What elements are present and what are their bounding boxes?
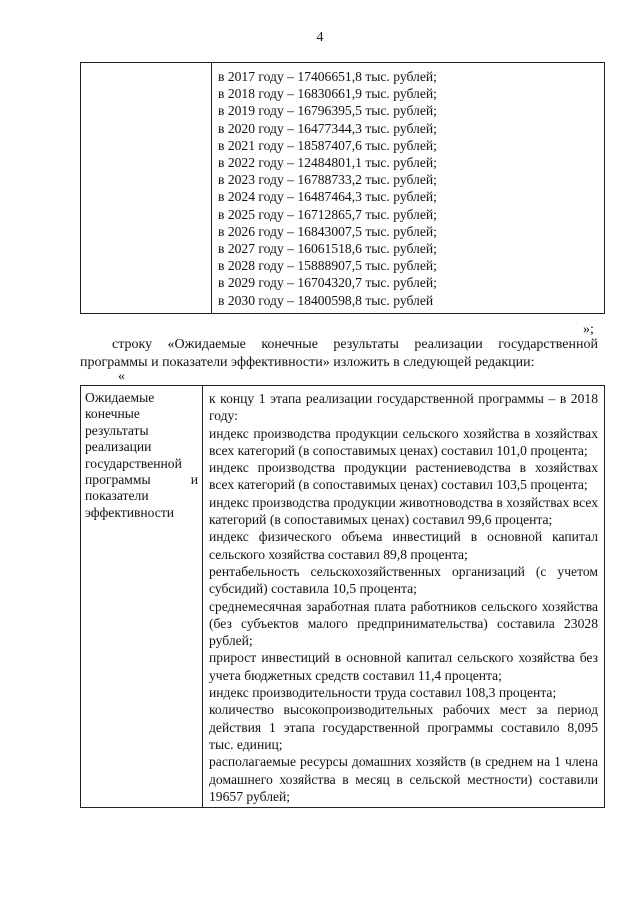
funding-year-line: в 2025 году – 16712865,7 тыс. рублей; (218, 206, 437, 222)
results-item: рентабельность сельскохозяйственных организаций (с учетом субсидий) составила 10,5 процента; (209, 563, 598, 597)
results-item: прирост инвестиций в основной капитал сельского хозяйства без учета бюджетных средств составил 11,4 процента; (209, 650, 598, 683)
funding-table (80, 62, 605, 314)
results-item: к концу 1 этапа реализации государственной программы – в 2018 году: (209, 391, 598, 424)
funding-label-cell (81, 63, 212, 314)
funding-year-line: в 2022 году – 12484801,1 тыс. рублей; (218, 155, 437, 171)
funding-table-row (81, 63, 605, 314)
funding-values-cell (212, 63, 605, 314)
results-item: среднемесячная заработная плата работников сельского хозяйства (без субъектов малого предпринимательства) составила 23028 рублей; (209, 598, 598, 649)
results-item: индекс производства продукции растениеводства в хозяйствах всех категорий (в сопоставимых ценах) составил 103,5 процента; (209, 460, 598, 493)
funding-year-line: в 2030 году – 18400598,8 тыс. рублей (218, 292, 434, 308)
funding-year-line: в 2017 году – 17406651,8 тыс. рублей; (218, 69, 437, 84)
results-item: индекс производства продукции животноводства в хозяйствах всех категорий (в сопоставимых ценах) составил 99,6 процента; (209, 494, 598, 528)
results-item: индекс физического объема инвестиций в основной капитал сельского хозяйства составил 89,8 процента; (209, 529, 598, 562)
results-item: располагаемые ресурсы домашних хозяйств (в среднем на 1 члена домашнего хозяйства в месяц в сельской местности) составили 19657 рублей; (209, 754, 598, 804)
results-item: индекс производства продукции сельского хозяйства в хозяйствах всех категорий (в сопоставимых ценах) составил 101,0 процента; (209, 425, 598, 458)
closing-quote: »; (583, 322, 594, 337)
results-table-row (81, 386, 605, 808)
results-values-cell (203, 386, 605, 808)
funding-year-line: в 2029 году – 16704320,7 тыс. рублей; (218, 275, 437, 291)
opening-quote: « (118, 369, 125, 384)
funding-year-line: в 2018 году – 16830661,9 тыс. рублей; (218, 86, 437, 102)
funding-year-line: в 2028 году – 15888907,5 тыс. рублей; (218, 258, 437, 274)
results-table (80, 385, 605, 808)
funding-year-line: в 2023 году – 16788733,2 тыс. рублей; (218, 172, 437, 188)
page-number: 4 (316, 30, 324, 45)
funding-year-line: в 2021 году – 18587407,6 тыс. рублей; (218, 137, 437, 153)
funding-year-line: в 2020 году – 16477344,3 тыс. рублей; (218, 120, 437, 136)
funding-year-line: в 2024 году – 16487464,3 тыс. рублей; (218, 189, 437, 205)
funding-year-line: в 2019 году – 16796395,5 тыс. рублей; (218, 103, 437, 119)
funding-year-line: в 2026 году – 16843007,5 тыс. рублей; (218, 223, 437, 239)
results-item: количество высокопроизводительных рабочих мест за период действия 1 этапа государственной программы составило 8,095 тыс. единиц; (209, 702, 598, 752)
results-label: Ожидаемые конечные результаты реализации государственной программы и показатели эффективности (85, 390, 198, 520)
results-label-cell (81, 386, 203, 808)
funding-year-line: в 2027 году – 16061518,6 тыс. рублей; (218, 241, 437, 257)
results-item: индекс производительности труда составил 108,3 процента; (209, 685, 557, 701)
instruction-paragraph: строку «Ожидаемые конечные результаты реализации государственной программы и показатели эффективности» изложить в следующей редакции: (80, 337, 598, 370)
